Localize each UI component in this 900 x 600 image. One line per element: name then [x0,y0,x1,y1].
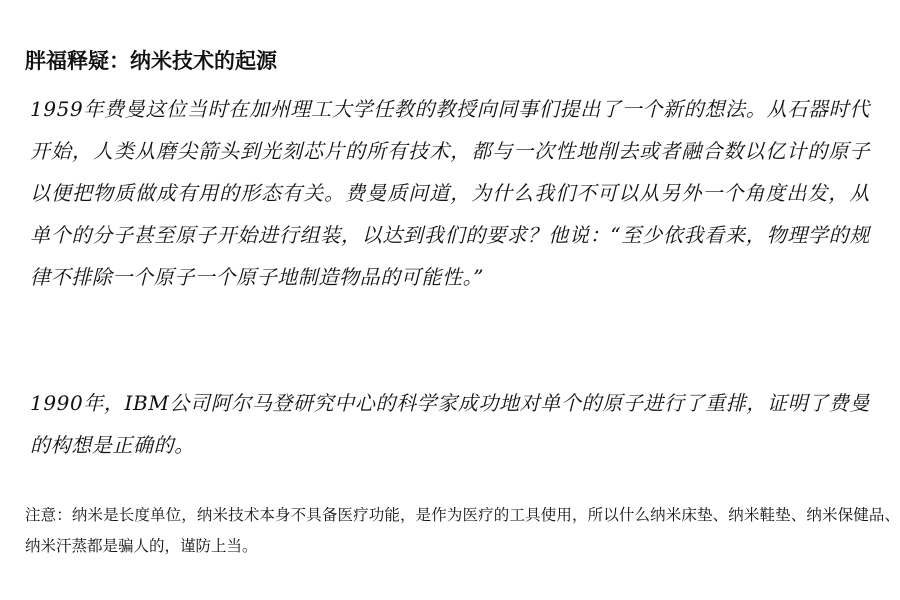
paragraph-ibm: 1990年，IBM公司阿尔马登研究中心的科学家成功地对单个的原子进行了重排，证明了费曼的构想是正确的。 [30,391,870,457]
paragraph-feynman: 1959年费曼这位当时在加州理工大学任教的教授向同事们提出了一个新的想法。从石器时代开始，人类从磨尖箭头到光刻芯片的所有技术，都与一次性地削去或者融合数以亿计的原子以便把物质做成有用的形态有关。费曼质问道，为什么我们不可以从另外一个角度出发，从单个的分子甚至原子开始进行组装，以达到我们的要求？他说：“至少依我看来，物理学的规律不排除一个原子一个原子地制造物品的可能性。” [30,97,870,289]
article-title: 胖福释疑：纳米技术的起源 [25,49,277,73]
warning-note: 注意：纳米是长度单位，纳米技术本身不具备医疗功能，是作为医疗的工具使用，所以什么纳米床垫、纳米鞋垫、纳米保健品、纳米汗蒸都是骗人的，谨防上当。 [25,506,900,555]
